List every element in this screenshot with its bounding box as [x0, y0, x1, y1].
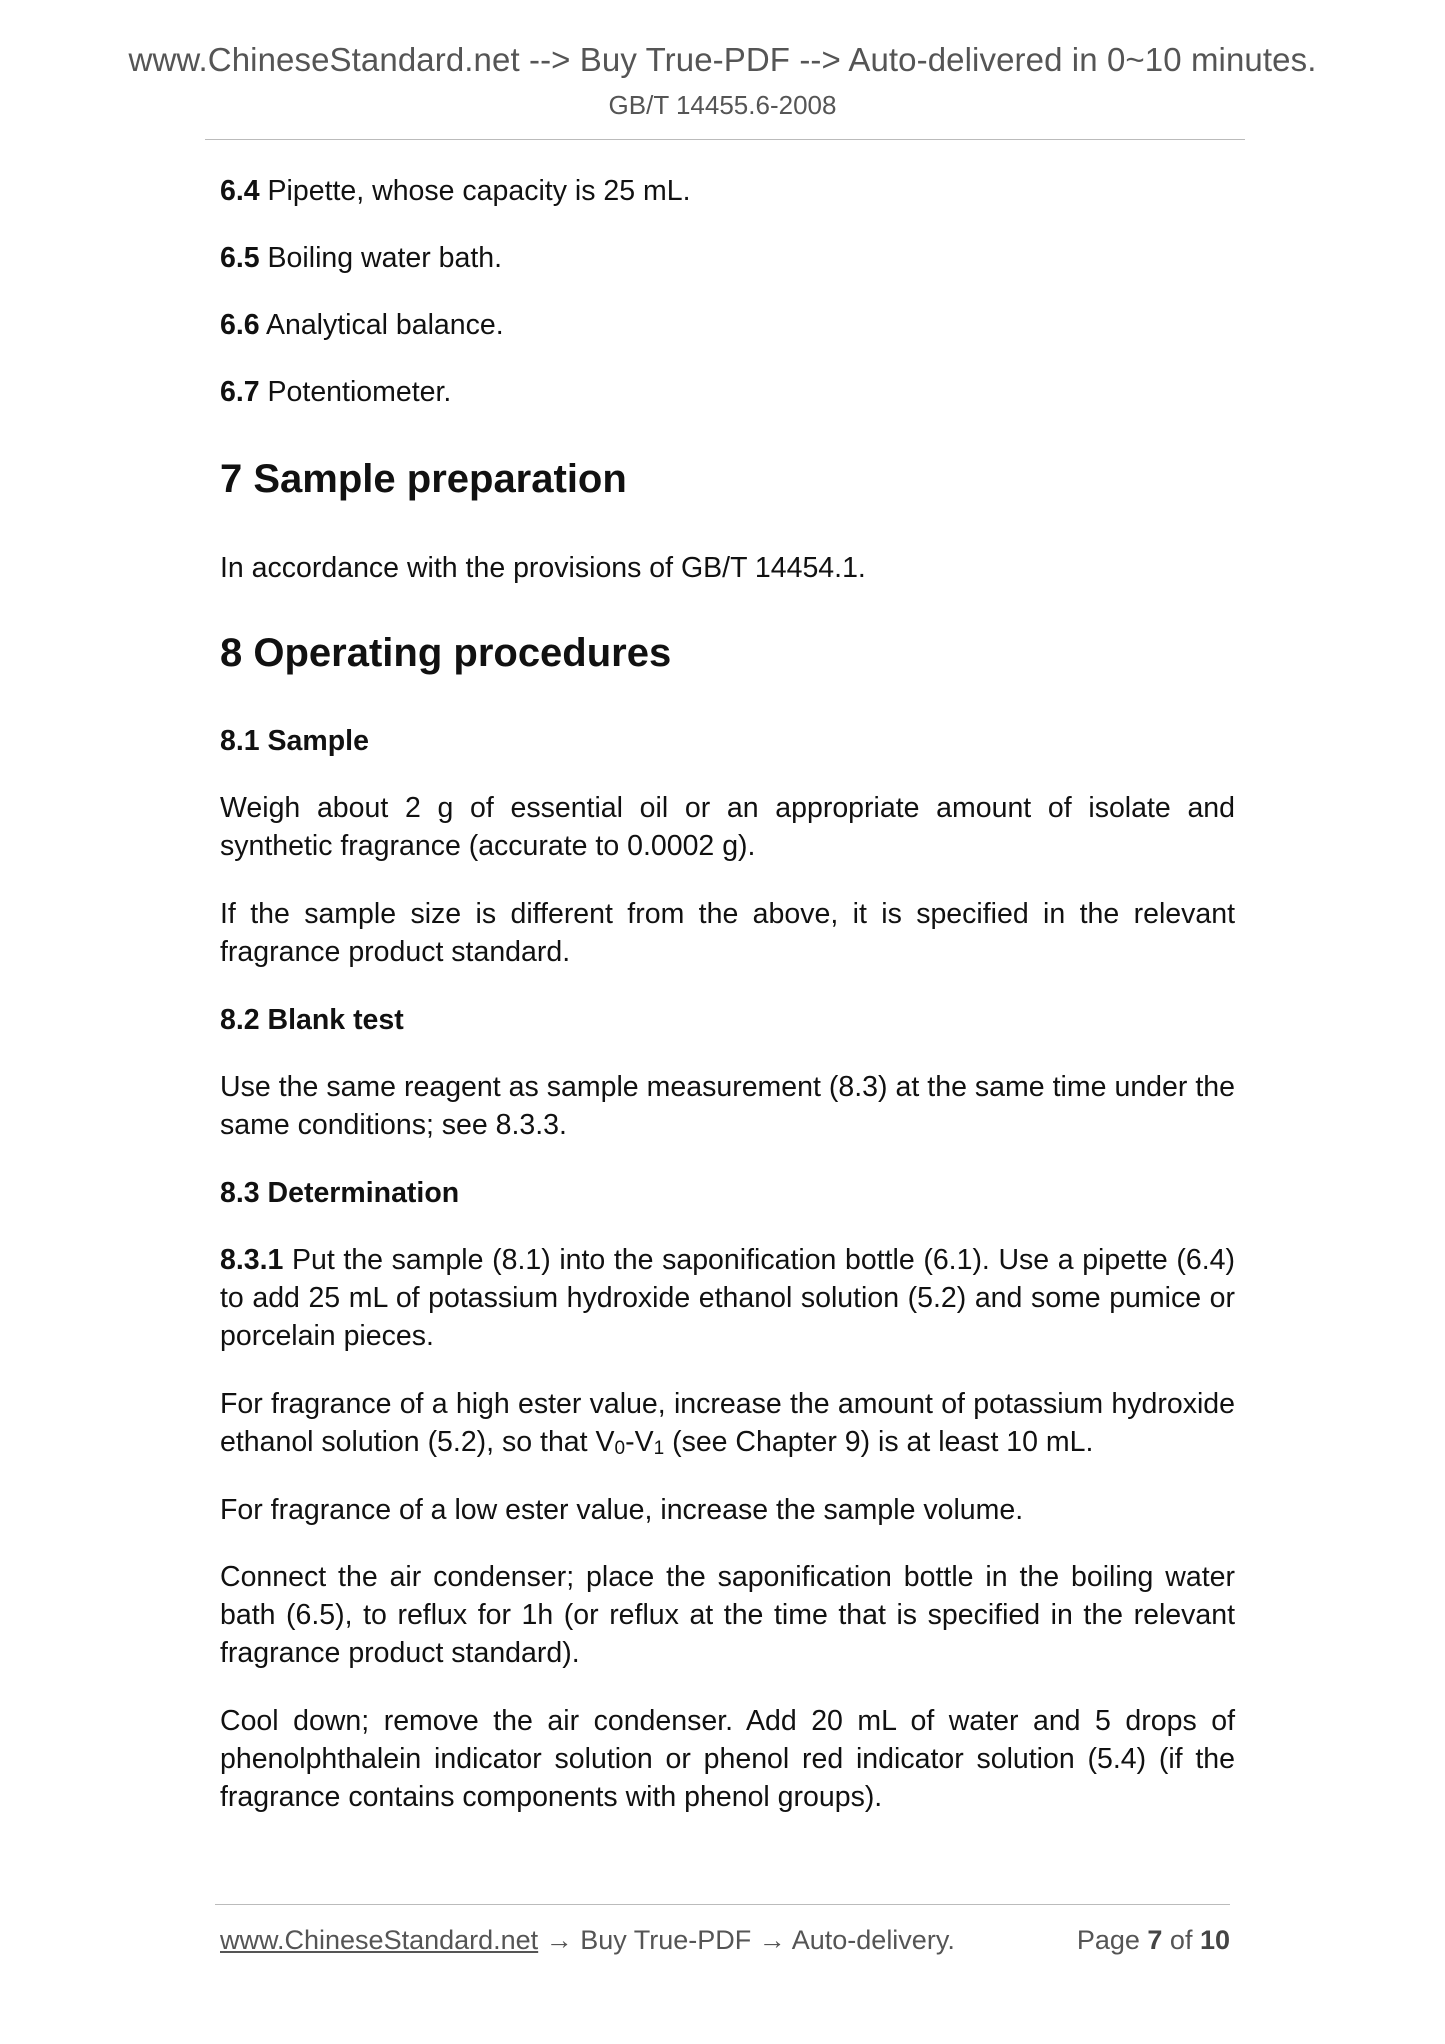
- current-page: 7: [1147, 1925, 1163, 1955]
- header-divider: [205, 139, 1245, 140]
- clause-text: Boiling water bath.: [259, 242, 503, 274]
- clause-6-5: [220, 239, 1235, 277]
- clause-6-4: [220, 172, 1235, 210]
- clause-8-3-1: [220, 1241, 1235, 1355]
- clause-text: Potentiometer.: [259, 376, 452, 408]
- section-8-2-paragraph: Use the same reagent as sample measurement (8.3) at the same time under the same conditions; see 8.3.3.: [220, 1071, 1235, 1141]
- high-ester-text-b: (see Chapter 9) is at least 10 mL.: [664, 1426, 1094, 1458]
- clause-6-7: [220, 373, 1235, 411]
- cool-down-paragraph: Cool down; remove the air condenser. Add 20 mL of water and 5 drops of phenolphthalein indicator solution or phenol red indicator solution (5.4) (if the fragrance contains components with phenol groups).: [220, 1705, 1235, 1813]
- page-indicator: [1077, 1922, 1230, 1958]
- total-pages: 10: [1199, 1925, 1230, 1955]
- clause-text: Put the sample (8.1) into the saponification bottle (6.1). Use a pipette (6.4) to add 25 mL of potassium hydroxide ethanol solution (5.2) and some pumice or porcelain pieces.: [220, 1244, 1235, 1352]
- condenser-paragraph: Connect the air condenser; place the saponification bottle in the boiling water bath (6.5), to reflux for 1h (or reflux at the time that is specified in the relevant fragrance product standard).: [220, 1561, 1235, 1669]
- high-ester-text-a: For fragrance of a high ester value, increase the amount of potassium hydroxide ethanol solution (5.2), so that V: [220, 1388, 1235, 1458]
- section-8-1-paragraph-1: Weigh about 2 g of essential oil or an appropriate amount of isolate and synthetic fragrance (accurate to 0.0002 g).: [220, 792, 1235, 862]
- clause-text: Pipette, whose capacity is 25 mL.: [259, 175, 691, 207]
- clause-number: 6.4: [220, 175, 260, 207]
- section-7-heading: 7 Sample preparation: [220, 457, 627, 501]
- clause-number: 6.5: [220, 242, 260, 274]
- section-7-text: In accordance with the provisions of GB/T 14454.1.: [220, 552, 866, 584]
- clause-text: Analytical balance.: [259, 309, 504, 341]
- clause-number: 8.3.1: [220, 1244, 284, 1276]
- header-banner: www.ChineseStandard.net --> Buy True-PDF --> Auto-delivered in 0~10 minutes.: [128, 41, 1317, 78]
- of-label: of: [1162, 1925, 1200, 1955]
- section-8-1-heading: 8.1 Sample: [220, 725, 369, 757]
- low-ester-paragraph: For fragrance of a low ester value, increase the sample volume.: [220, 1494, 1024, 1526]
- section-8-2-heading: 8.2 Blank test: [220, 1004, 404, 1036]
- high-ester-paragraph: [220, 1385, 1235, 1461]
- clause-6-6: [220, 306, 1235, 344]
- page-label: Page: [1076, 1925, 1148, 1955]
- footer-arrow-text: → Buy True-PDF → Auto-delivery.: [538, 1925, 955, 1955]
- section-8-1-paragraph-2: If the sample size is different from the above, it is specified in the relevant fragrance product standard.: [220, 898, 1235, 968]
- page-footer: [220, 1922, 1230, 1958]
- footer-site-link[interactable]: www.ChineseStandard.net: [220, 1925, 539, 1955]
- high-ester-text-mid: -V: [625, 1426, 654, 1458]
- clause-number: 6.6: [220, 309, 260, 341]
- section-8-heading: 8 Operating procedures: [220, 631, 672, 675]
- v1-subscript: 1: [653, 1438, 665, 1459]
- standard-code: GB/T 14455.6-2008: [608, 90, 837, 120]
- v0-subscript: 0: [614, 1438, 626, 1459]
- footer-divider: [215, 1904, 1230, 1905]
- clause-number: 6.7: [220, 376, 260, 408]
- section-8-3-heading: 8.3 Determination: [220, 1177, 460, 1209]
